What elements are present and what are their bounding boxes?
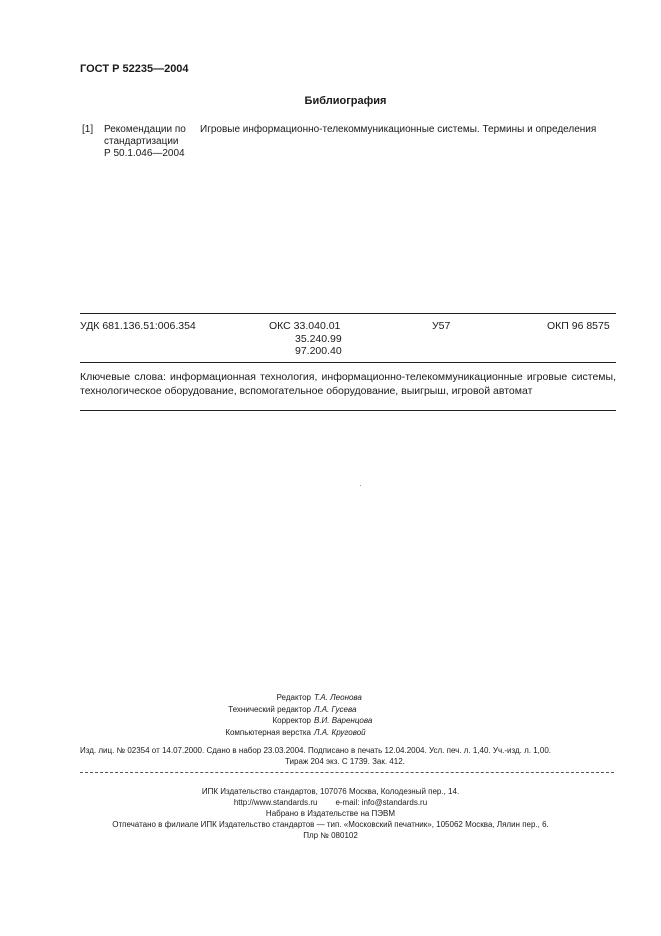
source-line: стандартизации bbox=[104, 136, 179, 147]
staff-role: Редактор bbox=[276, 693, 311, 702]
source-line: Рекомендации по bbox=[104, 124, 186, 135]
dashed-divider bbox=[80, 772, 614, 773]
imprint-typeset: Набрано в Издательстве на ПЭВМ bbox=[265, 809, 396, 818]
staff-name: В.И. Варенцова bbox=[314, 716, 373, 725]
divider-middle bbox=[80, 362, 616, 363]
website-link[interactable]: http://www.standards.ru bbox=[233, 798, 318, 807]
u-code: У57 bbox=[432, 320, 451, 332]
staff-role: Технический редактор bbox=[228, 704, 311, 714]
imprint bbox=[0, 786, 661, 841]
keywords: Ключевые слова: информационная технология, информационно-телекоммуникационные игровые системы, технологическое оборудование, вспомогательное оборудование, выигрыш, игровой автомат bbox=[80, 371, 616, 397]
staff-role: Компьютерная верстка bbox=[225, 727, 311, 737]
imprint-contacts bbox=[0, 797, 661, 808]
imprint-plr: Плр № 080102 bbox=[303, 831, 358, 840]
staff-name: Л.А. Гусева bbox=[314, 704, 357, 714]
publication-line: Тираж 204 экз. С 1739. Зак. 412. bbox=[285, 757, 405, 766]
publication-line: Изд. лиц. № 02354 от 14.07.2000. Сдано в набор 23.03.2004. Подписано в печать 12.04.2004. Усл. печ. л. 1,40. Уч.-изд. л. 1,00. bbox=[80, 746, 551, 755]
publication-info bbox=[80, 745, 616, 767]
staff-name: Т.А. Леонова bbox=[314, 693, 362, 702]
oks-code: ОКС 33.040.01 bbox=[269, 320, 341, 332]
editorial-staff bbox=[0, 692, 661, 738]
oks-codes bbox=[269, 320, 342, 358]
bibliography-entry-number: [1] bbox=[82, 124, 94, 135]
staff-name: Л.А. Круговой bbox=[314, 727, 366, 737]
staff-row bbox=[0, 704, 661, 716]
divider-bottom bbox=[80, 410, 616, 411]
divider-top bbox=[80, 313, 616, 314]
udk-code: УДК 681.136.51:006.354 bbox=[80, 320, 196, 332]
bibliography-entry-source bbox=[104, 124, 186, 160]
staff-row bbox=[0, 727, 661, 739]
standard-header: ГОСТ Р 52235—2004 bbox=[80, 63, 189, 75]
email-link[interactable]: e-mail: info@standards.ru bbox=[335, 798, 428, 807]
source-line: Р 50.1.046—2004 bbox=[104, 148, 185, 159]
bibliography-title: Библиография bbox=[304, 95, 387, 107]
staff-row bbox=[0, 692, 661, 704]
staff-role: Корректор bbox=[272, 716, 311, 725]
imprint-publisher: ИПК Издательство стандартов, 107076 Москва, Колодезный пер., 14. bbox=[201, 787, 460, 796]
oks-code: 97.200.40 bbox=[295, 345, 342, 357]
oks-code: 35.240.99 bbox=[295, 332, 342, 345]
scan-dot bbox=[360, 485, 361, 486]
bibliography-entry-description: Игровые информационно-телекоммуникационные системы. Термины и определения bbox=[200, 124, 597, 135]
imprint-printed: Отпечатано в филиале ИПК Издательство стандартов — тип. «Московский печатник», 105062 Москва, Лялин пер., 6. bbox=[112, 820, 549, 829]
staff-row bbox=[0, 715, 661, 727]
okp-code: ОКП 96 8575 bbox=[547, 320, 610, 332]
